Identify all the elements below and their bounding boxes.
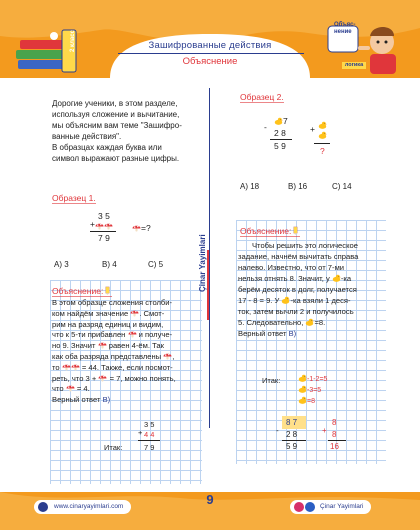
globe-icon (38, 502, 48, 512)
duck-icon (318, 131, 327, 139)
duck-icon (298, 396, 307, 404)
page-title: Зашифрованные действия (148, 40, 272, 51)
mushroom-icon (62, 363, 71, 371)
answer-b: B) 4 (102, 260, 117, 269)
duck-icon (298, 385, 307, 393)
explanation2-summary-label: Итак: (262, 376, 281, 385)
page-number: 9 (206, 492, 214, 507)
duck-icon (298, 374, 307, 382)
social-brand[interactable]: Çinar Yayimlari (290, 500, 371, 514)
column-divider-accent (207, 250, 209, 320)
mushroom-icon (66, 384, 75, 392)
mushroom-icon (71, 363, 80, 371)
duck-icon (332, 274, 341, 282)
sample2-heading: Образец 2. (240, 92, 284, 102)
title-divider (118, 53, 304, 54)
mushroom-icon (98, 374, 107, 382)
mushroom-icon (128, 330, 137, 338)
explanation1-heading: Объяснение: (52, 286, 112, 296)
facebook-icon (305, 502, 315, 512)
page-header (0, 0, 420, 78)
answer-c: C) 14 (332, 182, 352, 191)
logo-badge: логика (342, 62, 366, 69)
explanation1-summary-label: Итак: (104, 443, 123, 452)
vertical-brand: Çinar Yayimlari (198, 234, 207, 292)
intro-paragraph: Дорогие ученики, в этом разделе, используя сложение и вычитание, мы объясним вам теме "Зашифро- ванные действия". В образцах каждая буква или символ выражают разные цифры. (52, 99, 182, 163)
mushroom-icon (132, 224, 141, 232)
mushroom-icon (130, 309, 139, 317)
page-subtitle: Объяснение (182, 56, 238, 67)
mushroom-icon (163, 352, 172, 360)
duck-icon (318, 121, 327, 129)
mushroom-icon (95, 222, 104, 230)
mushroom-icon (98, 341, 107, 349)
explanation1-text: В этом образце сложения столби- ком найдём значение . Смот- рим на разряд единиц и видим, что к 5-ти прибавлен и получе- но 9. Значит равен 4-ём. Так как оба разряда представлены , то = 44. Также, если посмот- реть, что 3 + = 7, можно понять, что = 4. Верный ответ B) (52, 298, 176, 405)
logo-text: Объяс- нение (334, 22, 356, 35)
answer-a: A) 3 (54, 260, 69, 269)
explanation2-text: Чтобы решить это логическое задание, начнём вычитать справа налево. Известно, что от 7-ми нельзя отнять 8. Значит, у -ка берём десяток в долг, получается 17 - 8 = 9. У -ка взяли 1 деся- ток, затем вычли 2 и получилось 5. Следовательно, =8. Верный ответ B) (238, 241, 359, 338)
mushroom-icon (104, 222, 113, 230)
column-divider (209, 88, 210, 428)
website-link[interactable]: www.cinaryayimlari.com (34, 500, 131, 514)
explanation2-heading: Объяснение: (240, 226, 300, 236)
sample1-heading: Образец 1. (52, 193, 96, 203)
answer-b: B) 16 (288, 182, 308, 191)
answer-a: A) 18 (240, 182, 260, 191)
grade-label: 2 класс (70, 30, 76, 52)
explanation2-steps: -1-2=5 -3=5 =8 (298, 374, 327, 407)
answer-c: C) 5 (148, 260, 164, 269)
instagram-icon (294, 502, 304, 512)
duck-icon (274, 117, 283, 125)
books-illustration (14, 26, 100, 78)
